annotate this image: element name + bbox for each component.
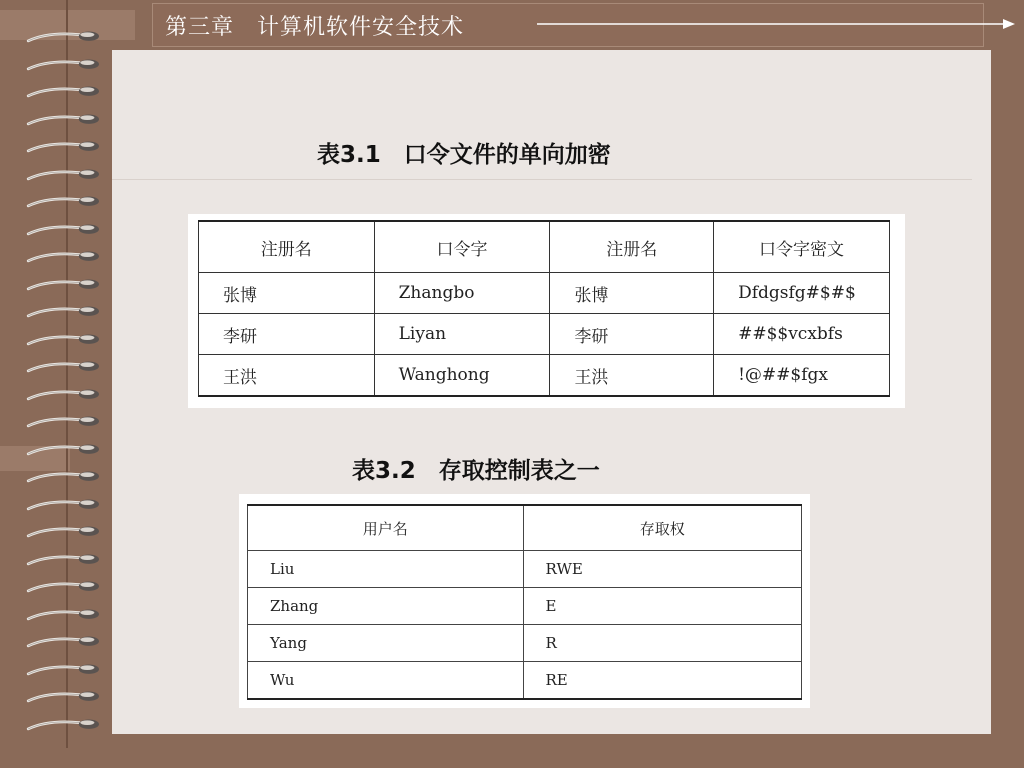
table-row <box>248 588 802 625</box>
table-cell: 王洪 <box>199 355 375 397</box>
spiral-coil-icon <box>14 58 114 72</box>
table-cell: ##$$vcxbfs <box>714 314 890 355</box>
table-cell: Zhang <box>248 588 524 625</box>
divider <box>112 179 972 180</box>
spiral-coil-icon <box>14 470 114 484</box>
spiral-coil-icon <box>14 663 114 677</box>
table-header-row <box>199 221 890 273</box>
slide-page <box>112 50 991 734</box>
table-row <box>199 314 890 355</box>
table-row <box>248 662 802 700</box>
spiral-coil-icon <box>14 718 114 732</box>
chapter-title: 第三章 计算机软件安全技术 <box>165 15 465 40</box>
table-cell: Yang <box>248 625 524 662</box>
table-cell: 李研 <box>550 314 714 355</box>
table-cell: !@##$fgx <box>714 355 890 397</box>
spiral-coil-icon <box>14 525 114 539</box>
spiral-coil-icon <box>14 278 114 292</box>
access-control-table <box>247 504 802 700</box>
table-cell: 李研 <box>199 314 375 355</box>
table-cell: Zhangbo <box>374 273 550 314</box>
column-header: 口令字 <box>374 221 550 273</box>
table-cell: 张博 <box>550 273 714 314</box>
spiral-coil-icon <box>14 608 114 622</box>
table-cell: Liyan <box>374 314 550 355</box>
table-cell: 王洪 <box>550 355 714 397</box>
spiral-coil-icon <box>14 690 114 704</box>
table-cell: Dfdgsfg#$#$ <box>714 273 890 314</box>
column-header: 注册名 <box>199 221 375 273</box>
table2-caption: 表3.2 存取控制表之一 <box>352 458 600 484</box>
column-header: 用户名 <box>248 505 524 551</box>
table-cell: RWE <box>523 551 801 588</box>
chapter-header <box>152 3 984 47</box>
table-cell: Wu <box>248 662 524 700</box>
spiral-coil-icon <box>14 333 114 347</box>
table-row <box>199 273 890 314</box>
table-row <box>248 551 802 588</box>
spiral-coil-icon <box>14 223 114 237</box>
spiral-coil-icon <box>14 443 114 457</box>
spiral-coil-icon <box>14 360 114 374</box>
arrow-right-icon <box>537 16 1017 32</box>
spiral-coil-icon <box>14 580 114 594</box>
spiral-coil-icon <box>14 498 114 512</box>
spiral-coil-icon <box>14 140 114 154</box>
table-cell: R <box>523 625 801 662</box>
column-header: 口令字密文 <box>714 221 890 273</box>
table-cell: 张博 <box>199 273 375 314</box>
spiral-coil-icon <box>14 305 114 319</box>
spiral-coil-icon <box>14 30 114 44</box>
table1-container <box>188 214 905 408</box>
table-header-row <box>248 505 802 551</box>
table1-caption: 表3.1 口令文件的单向加密 <box>317 142 611 168</box>
column-header: 存取权 <box>523 505 801 551</box>
column-header: 注册名 <box>550 221 714 273</box>
table-cell: E <box>523 588 801 625</box>
table-row <box>199 355 890 397</box>
password-encryption-table <box>198 220 890 397</box>
table-row <box>248 625 802 662</box>
spiral-coil-icon <box>14 553 114 567</box>
spiral-coil-icon <box>14 250 114 264</box>
spiral-coil-icon <box>14 635 114 649</box>
spiral-coil-icon <box>14 168 114 182</box>
spiral-coil-icon <box>14 388 114 402</box>
table-cell: Wanghong <box>374 355 550 397</box>
spiral-coil-icon <box>14 415 114 429</box>
table-cell: RE <box>523 662 801 700</box>
spiral-coil-icon <box>14 195 114 209</box>
table-cell: Liu <box>248 551 524 588</box>
spiral-coil-icon <box>14 113 114 127</box>
spiral-coil-icon <box>14 85 114 99</box>
table2-container <box>239 494 810 708</box>
